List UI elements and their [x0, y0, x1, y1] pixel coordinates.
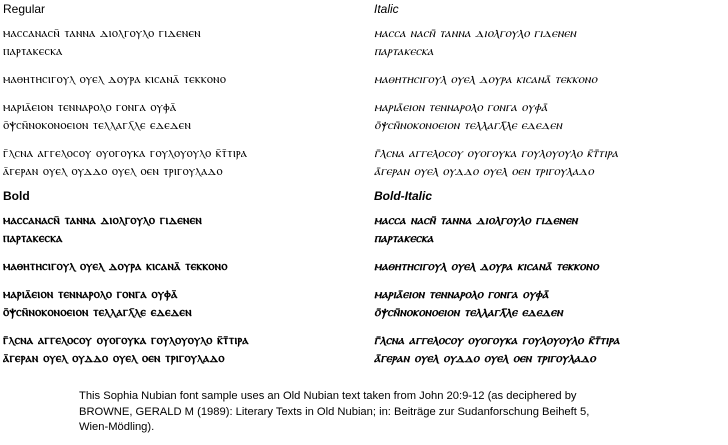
sample-paragraph: [374, 211, 724, 247]
sample-line: ⲅ̄ⲗⲥⲛⲁ ⲁⲅⲅⲉⲗⲟⲥⲟⲩ ⲟⲩⲟⲅⲟⲩⲕⲁ ⲅⲟⲩⲗⲟⲩⲟⲩⲗⲟ ⲕ̄ⲧ̄ⲧⲓⲣⲁ: [3, 145, 248, 160]
sample-paragraph: [3, 144, 353, 180]
sample-line: ⲡⲁⲣⲧⲁⲕⲉⲥⲕⲁ: [3, 230, 63, 245]
sample-paragraph: [374, 98, 724, 134]
sample-text-italic: [374, 24, 724, 180]
sample-line: ⲟ̄ⲯⲥⲛ̄ⲛⲟⲕⲟⲛⲟⲉⲓⲟⲛ ⲧⲉⲗⲗⲁⲅⲗ̄ⲗⲉ ⲉⲇⲉⲇⲉⲛ: [374, 304, 563, 319]
sample-line: ⲙⲁⲣⲓⲁ̄ⲉⲓⲟⲛ ⲧⲉⲛⲛⲁⲣⲟⲗⲟ ⲅⲟⲛⲅⲁ ⲟⲩⲫⲁ̄: [3, 286, 178, 301]
sample-paragraph: [3, 70, 353, 88]
sample-paragraph: [3, 331, 353, 367]
sample-paragraph: [374, 331, 724, 367]
sample-heading-bold-italic: Bold-Italic: [374, 189, 433, 203]
sample-line: ⲙⲁⲑⲏⲧⲏⲥⲓⲅⲟⲩⲗ ⲟⲩⲉⲗ ⲇⲟⲩⲣⲁ ⲕⲓⲥⲁⲛⲁ̄ ⲧⲉⲕⲕⲟⲛⲟ: [3, 258, 228, 273]
sample-bold-italic: [374, 189, 724, 377]
sample-paragraph: [374, 257, 724, 275]
sample-line: ⲟ̄ⲯⲥⲛ̄ⲛⲟⲕⲟⲛⲟⲉⲓⲟⲛ ⲧⲉⲗⲗⲁⲅⲗ̄ⲗⲉ ⲉⲇⲉⲇⲉⲛ: [3, 117, 192, 132]
sample-line: ⲙⲁⲑⲏⲧⲏⲥⲓⲅⲟⲩⲗ ⲟⲩⲉⲗ ⲇⲟⲩⲣⲁ ⲕⲓⲥⲁⲛⲁ̄ ⲧⲉⲕⲕⲟⲛⲟ: [374, 258, 599, 273]
sample-line: ⲅ̄ⲗⲥⲛⲁ ⲁⲅⲅⲉⲗⲟⲥⲟⲩ ⲟⲩⲟⲅⲟⲩⲕⲁ ⲅⲟⲩⲗⲟⲩⲟⲩⲗⲟ ⲕ̄ⲧ̄ⲧⲓⲣⲁ: [374, 145, 619, 160]
sample-line: ⲙⲁⲥⲥⲁⲛⲁⲥⲛ̄ ⲧⲁⲛⲛⲁ ⲇⲓⲟⲗⲅⲟⲩⲗⲟ ⲅⲓⲇⲉⲛⲉⲛ: [3, 212, 202, 227]
caption-line: This Sophia Nubian font sample uses an Old Nubian text taken from John 20:9-12 (as deciphered by: [79, 390, 577, 402]
sample-heading-regular: Regular: [3, 2, 46, 16]
sample-line: ⲁ̄ⲅⲉⲣⲁⲛ ⲟⲩⲉⲗ ⲟⲩⲇⲇⲟ ⲟⲩⲉⲗ ⲟⲉⲛ ⲧⲣⲓⲅⲟⲩⲗⲁⲇⲟ: [374, 163, 594, 178]
sample-italic: [374, 2, 724, 190]
source-caption: [79, 389, 639, 436]
sample-line: ⲡⲁⲣⲧⲁⲕⲉⲥⲕⲁ: [374, 230, 434, 245]
sample-paragraph: [3, 98, 353, 134]
caption-line: BROWNE, GERALD M (1989): Literary Texts in Old Nubian; in: Beiträge zur Sudanforschung Beiheft 5,: [79, 405, 590, 418]
sample-text-bold-italic: [374, 211, 724, 367]
sample-line: ⲙⲁⲥⲥⲁ ⲛⲁⲥⲛ̄ ⲧⲁⲛⲛⲁ ⲇⲓⲟⲗⲅⲟⲩⲗⲟ ⲅⲓⲇⲉⲛⲉⲛ: [374, 25, 577, 40]
sample-regular: [3, 2, 353, 190]
sample-line: ⲁ̄ⲅⲉⲣⲁⲛ ⲟⲩⲉⲗ ⲟⲩⲇⲇⲟ ⲟⲩⲉⲗ ⲟⲉⲛ ⲧⲣⲓⲅⲟⲩⲗⲁⲇⲟ: [374, 350, 596, 365]
sample-bold: [3, 189, 353, 377]
sample-paragraph: [374, 144, 724, 180]
sample-paragraph: [3, 257, 353, 275]
sample-line: ⲙⲁⲣⲓⲁ̄ⲉⲓⲟⲛ ⲧⲉⲛⲛⲁⲣⲟⲗⲟ ⲅⲟⲛⲅⲁ ⲟⲩⲫⲁ̄: [3, 99, 177, 114]
sample-text-bold: [3, 211, 353, 367]
sample-text-regular: [3, 24, 353, 180]
sample-paragraph: [3, 211, 353, 247]
sample-line: ⲟ̄ⲯⲥⲛ̄ⲛⲟⲕⲟⲛⲟⲉⲓⲟⲛ ⲧⲉⲗⲗⲁⲅⲗ̄ⲗⲉ ⲉⲇⲉⲇⲉⲛ: [374, 117, 563, 132]
sample-line: ⲙⲁⲥⲥⲁ ⲛⲁⲥⲛ̄ ⲧⲁⲛⲛⲁ ⲇⲓⲟⲗⲅⲟⲩⲗⲟ ⲅⲓⲇⲉⲛⲉⲛ: [374, 212, 578, 227]
sample-paragraph: [374, 70, 724, 88]
sample-line: ⲅ̄ⲗⲥⲛⲁ ⲁⲅⲅⲉⲗⲟⲥⲟⲩ ⲟⲩⲟⲅⲟⲩⲕⲁ ⲅⲟⲩⲗⲟⲩⲟⲩⲗⲟ ⲕ̄ⲧ̄ⲧⲓⲣⲁ: [374, 332, 620, 347]
sample-heading-italic: Italic: [374, 2, 399, 16]
sample-paragraph: [374, 285, 724, 321]
sample-line: ⲁ̄ⲅⲉⲣⲁⲛ ⲟⲩⲉⲗ ⲟⲩⲇⲇⲟ ⲟⲩⲉⲗ ⲟⲉⲛ ⲧⲣⲓⲅⲟⲩⲗⲁⲇⲟ: [3, 163, 223, 178]
sample-line: ⲡⲁⲣⲧⲁⲕⲉⲥⲕⲁ: [3, 43, 63, 58]
sample-line: ⲅ̄ⲗⲥⲛⲁ ⲁⲅⲅⲉⲗⲟⲥⲟⲩ ⲟⲩⲟⲅⲟⲩⲕⲁ ⲅⲟⲩⲗⲟⲩⲟⲩⲗⲟ ⲕ̄ⲧ̄ⲧⲓⲣⲁ: [3, 332, 249, 347]
sample-line: ⲙⲁⲑⲏⲧⲏⲥⲓⲅⲟⲩⲗ ⲟⲩⲉⲗ ⲇⲟⲩⲣⲁ ⲕⲓⲥⲁⲛⲁ̄ ⲧⲉⲕⲕⲟⲛⲟ: [3, 71, 227, 86]
sample-line: ⲙⲁⲥⲥⲁⲛⲁⲥⲛ̄ ⲧⲁⲛⲛⲁ ⲇⲓⲟⲗⲅⲟⲩⲗⲟ ⲅⲓⲇⲉⲛⲉⲛ: [3, 25, 201, 40]
sample-line: ⲙⲁⲑⲏⲧⲏⲥⲓⲅⲟⲩⲗ ⲟⲩⲉⲗ ⲇⲟⲩⲣⲁ ⲕⲓⲥⲁⲛⲁ̄ ⲧⲉⲕⲕⲟⲛⲟ: [374, 71, 598, 86]
sample-line: ⲟ̄ⲯⲥⲛ̄ⲛⲟⲕⲟⲛⲟⲉⲓⲟⲛ ⲧⲉⲗⲗⲁⲅⲗ̄ⲗⲉ ⲉⲇⲉⲇⲉⲛ: [3, 304, 192, 319]
sample-line: ⲡⲁⲣⲧⲁⲕⲉⲥⲕⲁ: [374, 43, 434, 58]
sample-line: ⲙⲁⲣⲓⲁ̄ⲉⲓⲟⲛ ⲧⲉⲛⲛⲁⲣⲟⲗⲟ ⲅⲟⲛⲅⲁ ⲟⲩⲫⲁ̄: [374, 99, 548, 114]
sample-line: ⲁ̄ⲅⲉⲣⲁⲛ ⲟⲩⲉⲗ ⲟⲩⲇⲇⲟ ⲟⲩⲉⲗ ⲟⲉⲛ ⲧⲣⲓⲅⲟⲩⲗⲁⲇⲟ: [3, 350, 225, 365]
sample-paragraph: [3, 24, 353, 60]
sample-paragraph: [374, 24, 724, 60]
sample-paragraph: [3, 285, 353, 321]
sample-heading-bold: Bold: [3, 189, 30, 203]
sample-line: ⲙⲁⲣⲓⲁ̄ⲉⲓⲟⲛ ⲧⲉⲛⲛⲁⲣⲟⲗⲟ ⲅⲟⲛⲅⲁ ⲟⲩⲫⲁ̄: [374, 286, 549, 301]
caption-line: Wien-Mödling).: [79, 421, 155, 433]
